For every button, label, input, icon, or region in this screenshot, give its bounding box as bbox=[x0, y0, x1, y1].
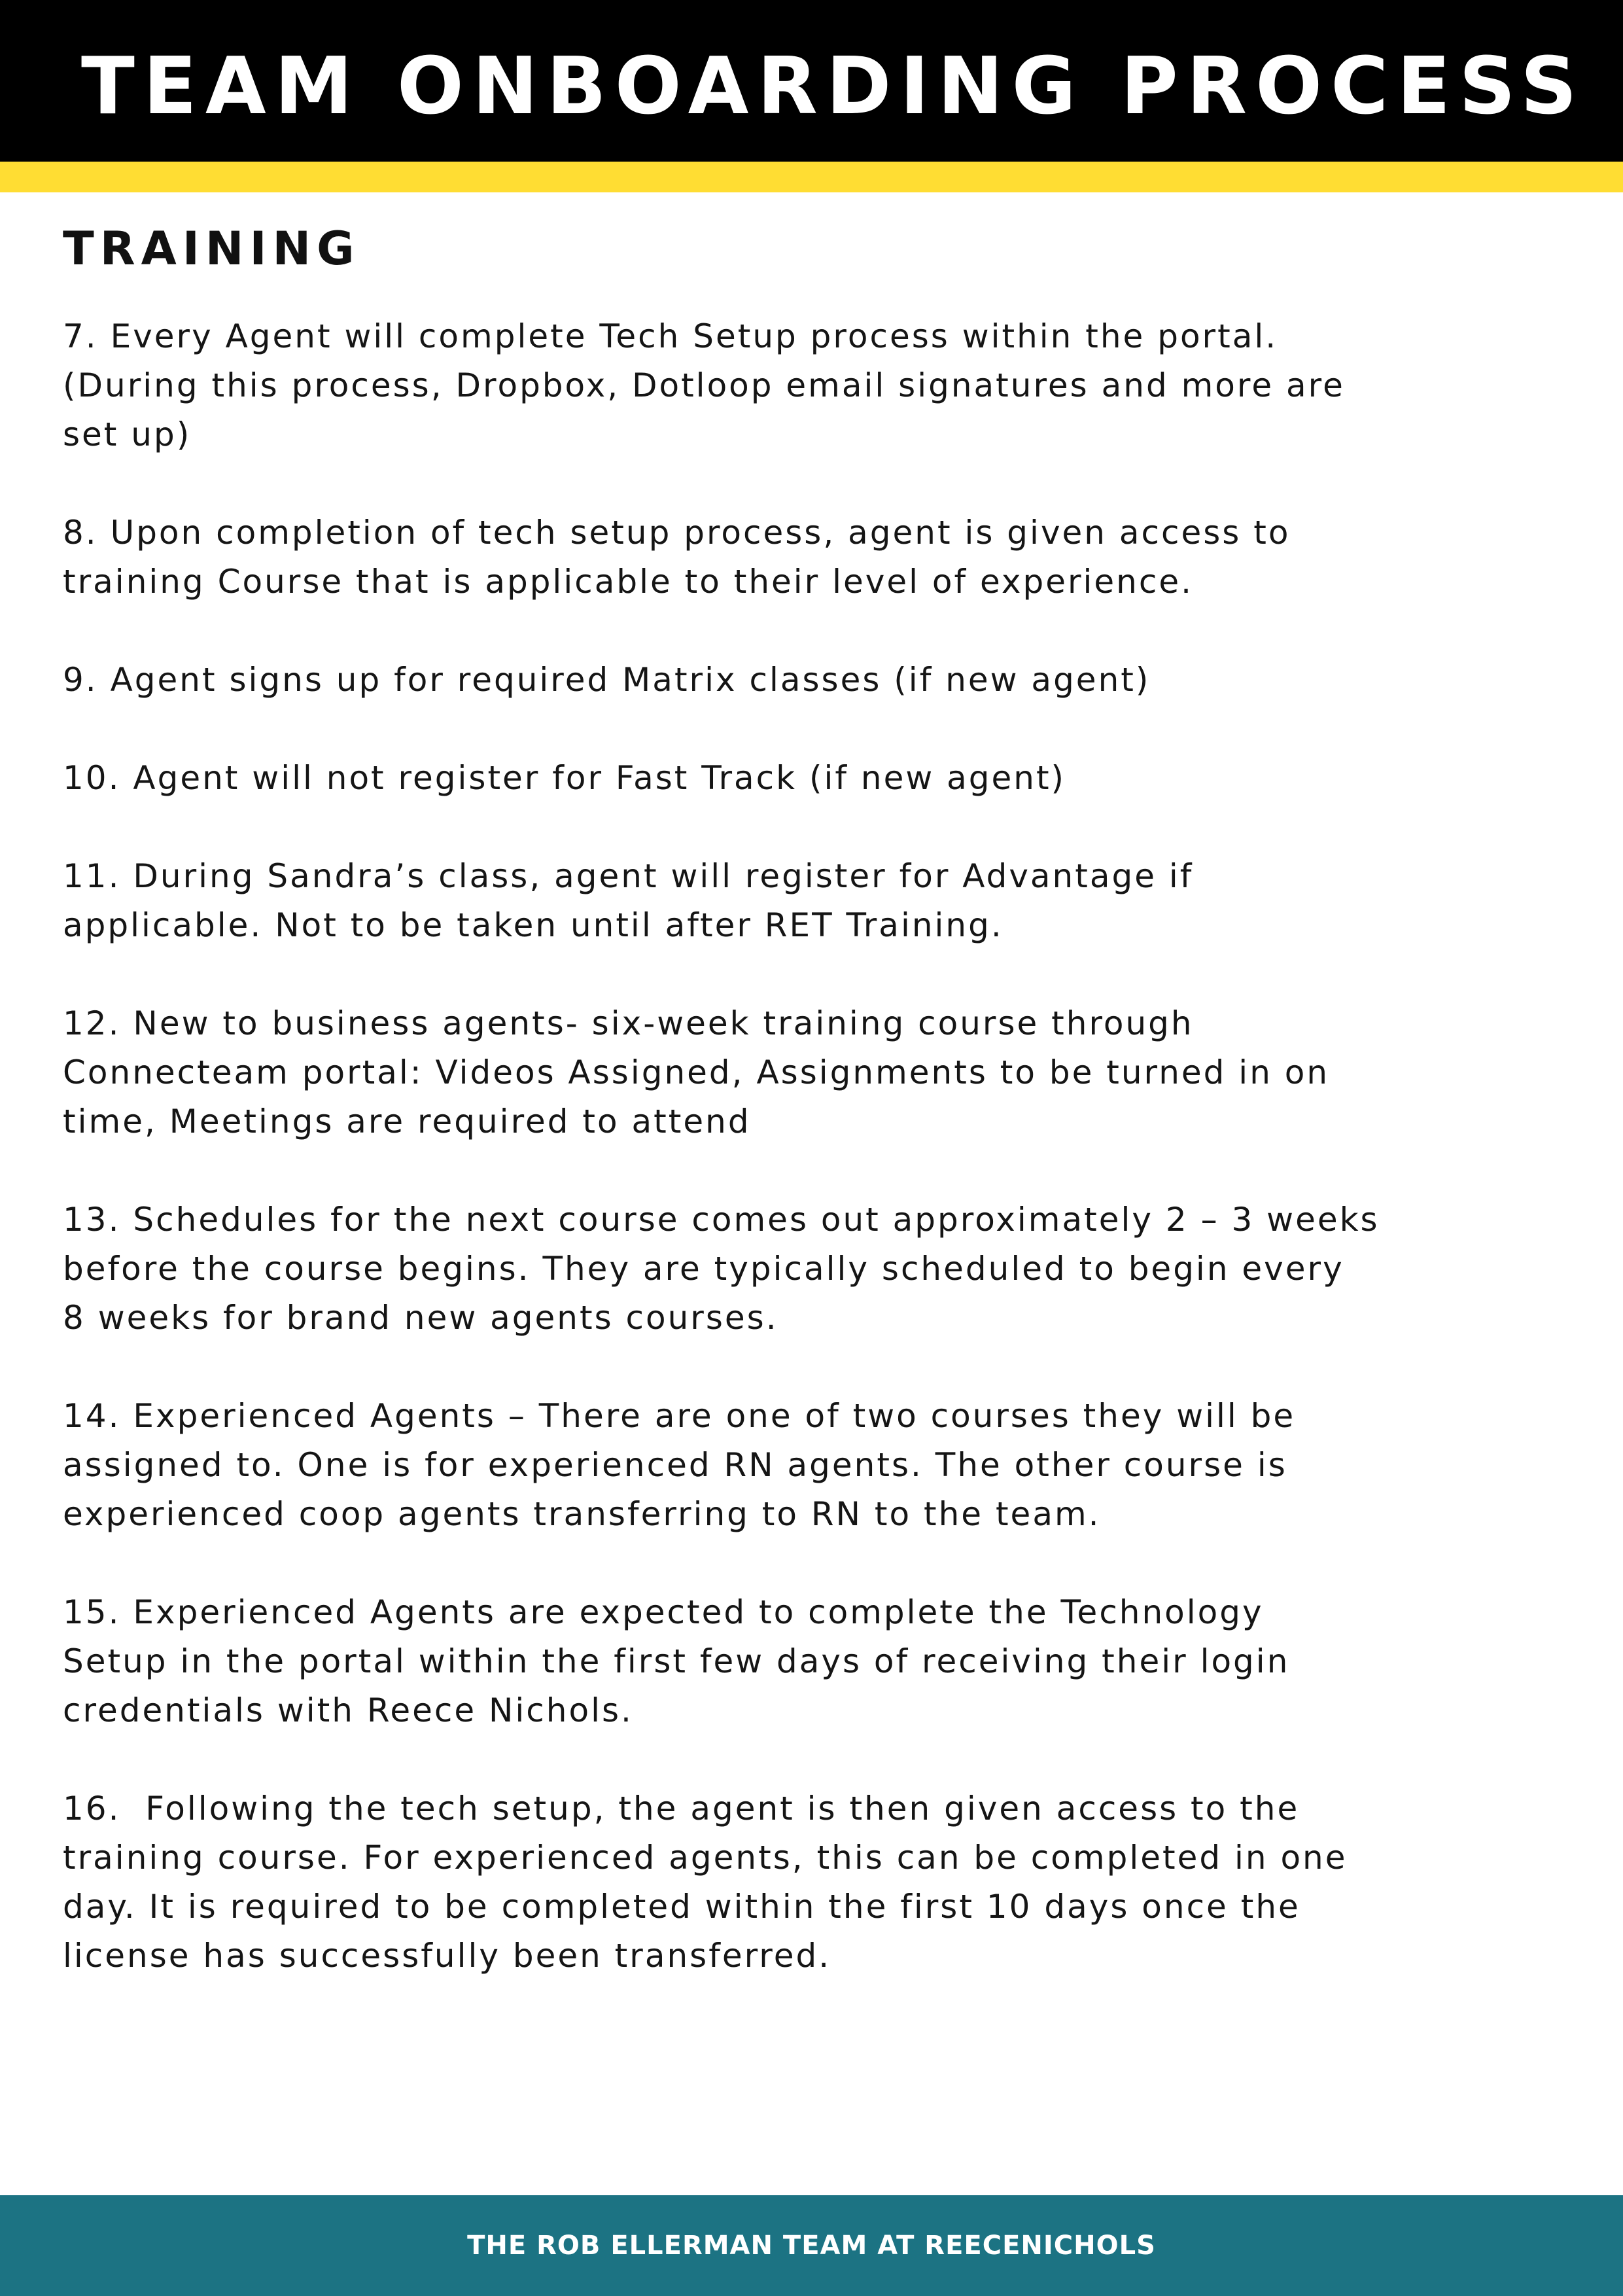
header-banner bbox=[0, 0, 1623, 162]
step-item: 9. Agent signs up for required Matrix classes (if new agent) bbox=[63, 661, 1151, 699]
section-heading: TRAINING bbox=[63, 222, 360, 275]
step-item: 12. New to business agents- six-week training course through Connecteam portal: Videos Assigned, Assignments to be turned in on time, Meetings are required to attend bbox=[63, 1004, 1330, 1140]
step-item: 16. Following the tech setup, the agent is then given access to the training course. For experienced agents, this can be completed in one day. It is required to be completed within the first 10 days once the license has successfully been transferred. bbox=[63, 1790, 1348, 1975]
step-item: 7. Every Agent will complete Tech Setup process within the portal. (During this process, Dropbox, Dotloop email signatures and more are set up) bbox=[63, 317, 1345, 453]
footer-text: THE ROB ELLERMAN TEAM AT REECENICHOLS bbox=[467, 2231, 1156, 2261]
step-item: 10. Agent will not register for Fast Track (if new agent) bbox=[63, 759, 1066, 797]
accent-divider bbox=[0, 162, 1623, 192]
steps-list bbox=[63, 312, 1574, 2030]
step-item: 8. Upon completion of tech setup process, agent is given access to training Course that is applicable to their level of experience. bbox=[63, 514, 1291, 601]
footer-banner bbox=[0, 2195, 1623, 2296]
step-item: 14. Experienced Agents – There are one of two courses they will be assigned to. One is for experienced RN agents. The other course is experienced coop agents transferring to RN to the team. bbox=[63, 1397, 1296, 1533]
step-item: 15. Experienced Agents are expected to complete the Technology Setup in the portal within the first few days of receiving their login credentials with Reece Nichols. bbox=[63, 1593, 1290, 1729]
page-title: TEAM ONBOARDING PROCESS bbox=[81, 41, 1586, 132]
step-item: 11. During Sandra’s class, agent will register for Advantage if applicable. Not to be taken until after RET Training. bbox=[63, 857, 1194, 944]
step-item: 13. Schedules for the next course comes out approximately 2 – 3 weeks before the course begins. They are typically scheduled to begin every 8 weeks for brand new agents courses. bbox=[63, 1201, 1380, 1337]
